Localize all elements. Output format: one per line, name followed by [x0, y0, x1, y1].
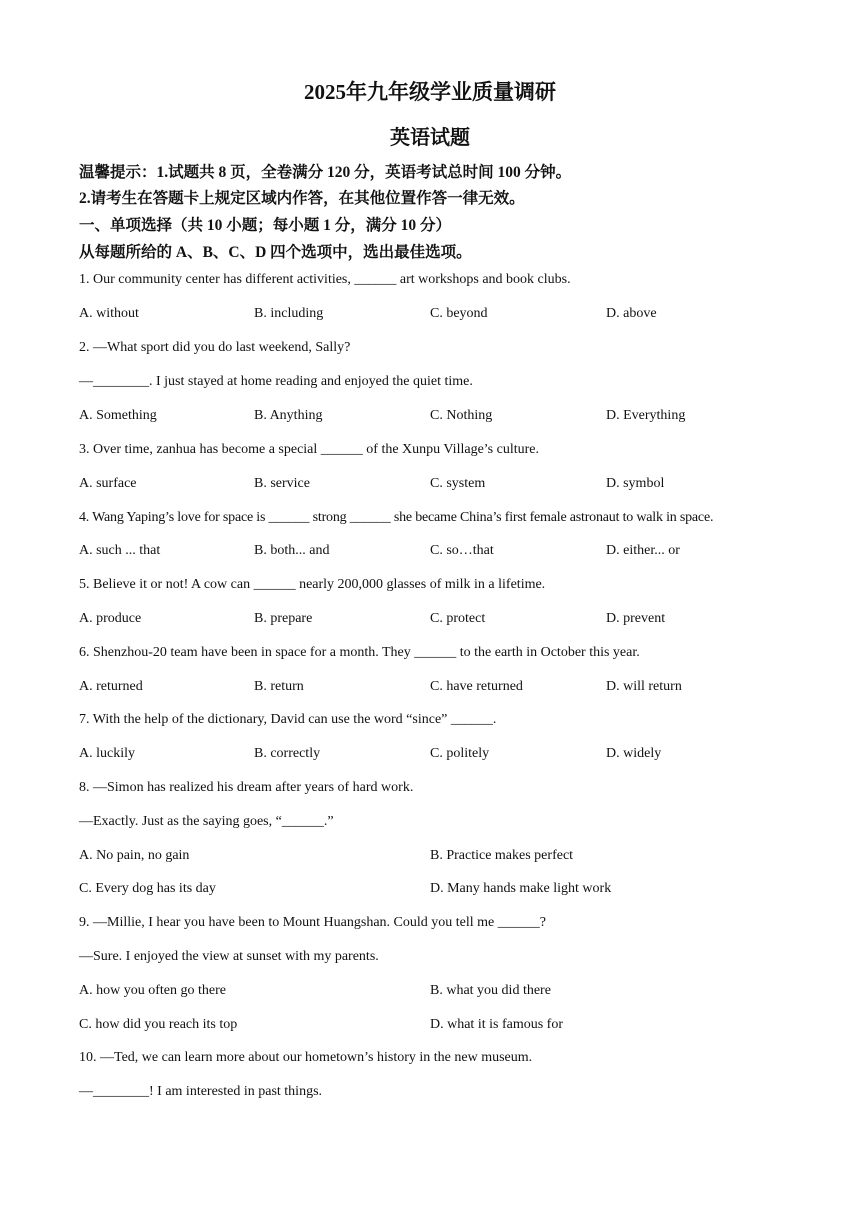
question-4-option-c: C. so…that: [430, 543, 494, 558]
question-2-option-a: A. Something: [79, 408, 157, 423]
question-8-option-a: A. No pain, no gain: [79, 848, 190, 863]
question-9-option-c: C. how did you reach its top: [79, 1017, 238, 1032]
question-2-stem: 2. —What sport did you do last weekend, Sally?: [79, 340, 351, 355]
question-5-stem: 5. Believe it or not! A cow can ______ nearly 200,000 glasses of milk in a lifetime.: [79, 577, 546, 592]
question-8-reply: —Exactly. Just as the saying goes, “______.”: [79, 814, 334, 829]
question-9-option-b: B. what you did there: [430, 983, 551, 998]
question-6-stem: 6. Shenzhou-20 team have been in space for a month. They ______ to the earth in October this year.: [79, 645, 640, 660]
question-1-option-b: B. including: [254, 306, 324, 321]
question-6-option-c: C. have returned: [430, 679, 523, 694]
question-8-option-d: D. Many hands make light work: [430, 881, 612, 896]
question-3-option-a: A. surface: [79, 476, 137, 491]
question-1-stem: 1. Our community center has different activities, ______ art workshops and book clubs.: [79, 272, 571, 287]
question-9-stem: 9. —Millie, I hear you have been to Mount Huangshan. Could you tell me ______?: [79, 915, 546, 930]
question-7-option-c: C. politely: [430, 746, 490, 761]
question-4-stem: 4. Wang Yaping’s love for space is ______ strong ______ she became China’s first female astronaut to walk in space.: [79, 510, 714, 525]
question-2-reply: —________. I just stayed at home reading and enjoyed the quiet time.: [79, 374, 473, 389]
question-2-option-d: D. Everything: [606, 408, 686, 423]
question-10-reply: —________! I am interested in past things.: [79, 1084, 323, 1099]
question-5-option-c: C. protect: [430, 611, 486, 626]
question-1-option-c: C. beyond: [430, 306, 488, 321]
section-heading: 一、单项选择（共 10 小题；每小题 1 分，满分 10 分）: [79, 217, 452, 234]
question-7-option-d: D. widely: [606, 746, 662, 761]
question-5-option-d: D. prevent: [606, 611, 666, 626]
section-instruction: 从每题所给的 A、B、C、D 四个选项中，选出最佳选项。: [79, 244, 472, 261]
question-6-option-a: A. returned: [79, 679, 143, 694]
question-8-stem: 8. —Simon has realized his dream after years of hard work.: [79, 780, 414, 795]
question-3-option-c: C. system: [430, 476, 486, 491]
question-3-stem: 3. Over time, zanhua has become a special ______ of the Xunpu Village’s culture.: [79, 442, 539, 457]
question-2-option-c: C. Nothing: [430, 408, 493, 423]
question-9-option-a: A. how you often go there: [79, 983, 226, 998]
question-5-option-b: B. prepare: [254, 611, 313, 626]
question-1-option-d: D. above: [606, 306, 657, 321]
question-1-option-a: A. without: [79, 306, 139, 321]
question-9-option-d: D. what it is famous for: [430, 1017, 563, 1032]
question-6-option-d: D. will return: [606, 679, 682, 694]
question-4-option-d: D. either... or: [606, 543, 680, 558]
exam-title: 2025年九年级学业质量调研: [304, 80, 556, 104]
question-3-option-d: D. symbol: [606, 476, 665, 491]
question-5-option-a: A. produce: [79, 611, 142, 626]
question-7-option-b: B. correctly: [254, 746, 321, 761]
notice-line-1: 温馨提示：1.试题共 8 页，全卷满分 120 分，英语考试总时间 100 分钟。: [79, 164, 572, 181]
question-8-option-c: C. Every dog has its day: [79, 881, 216, 896]
question-3-option-b: B. service: [254, 476, 310, 491]
question-6-option-b: B. return: [254, 679, 304, 694]
question-10-stem: 10. —Ted, we can learn more about our hometown’s history in the new museum.: [79, 1050, 533, 1065]
question-9-reply: —Sure. I enjoyed the view at sunset with my parents.: [79, 949, 379, 964]
question-7-option-a: A. luckily: [79, 746, 135, 761]
exam-subtitle: 英语试题: [390, 127, 470, 149]
question-4-option-a: A. such ... that: [79, 543, 161, 558]
question-8-option-b: B. Practice makes perfect: [430, 848, 574, 863]
question-2-option-b: B. Anything: [254, 408, 323, 423]
question-4-option-b: B. both... and: [254, 543, 330, 558]
question-7-stem: 7. With the help of the dictionary, David can use the word “since” ______.: [79, 712, 497, 727]
notice-line-2: 2.请考生在答题卡上规定区域内作答，在其他位置作答一律无效。: [79, 190, 525, 207]
